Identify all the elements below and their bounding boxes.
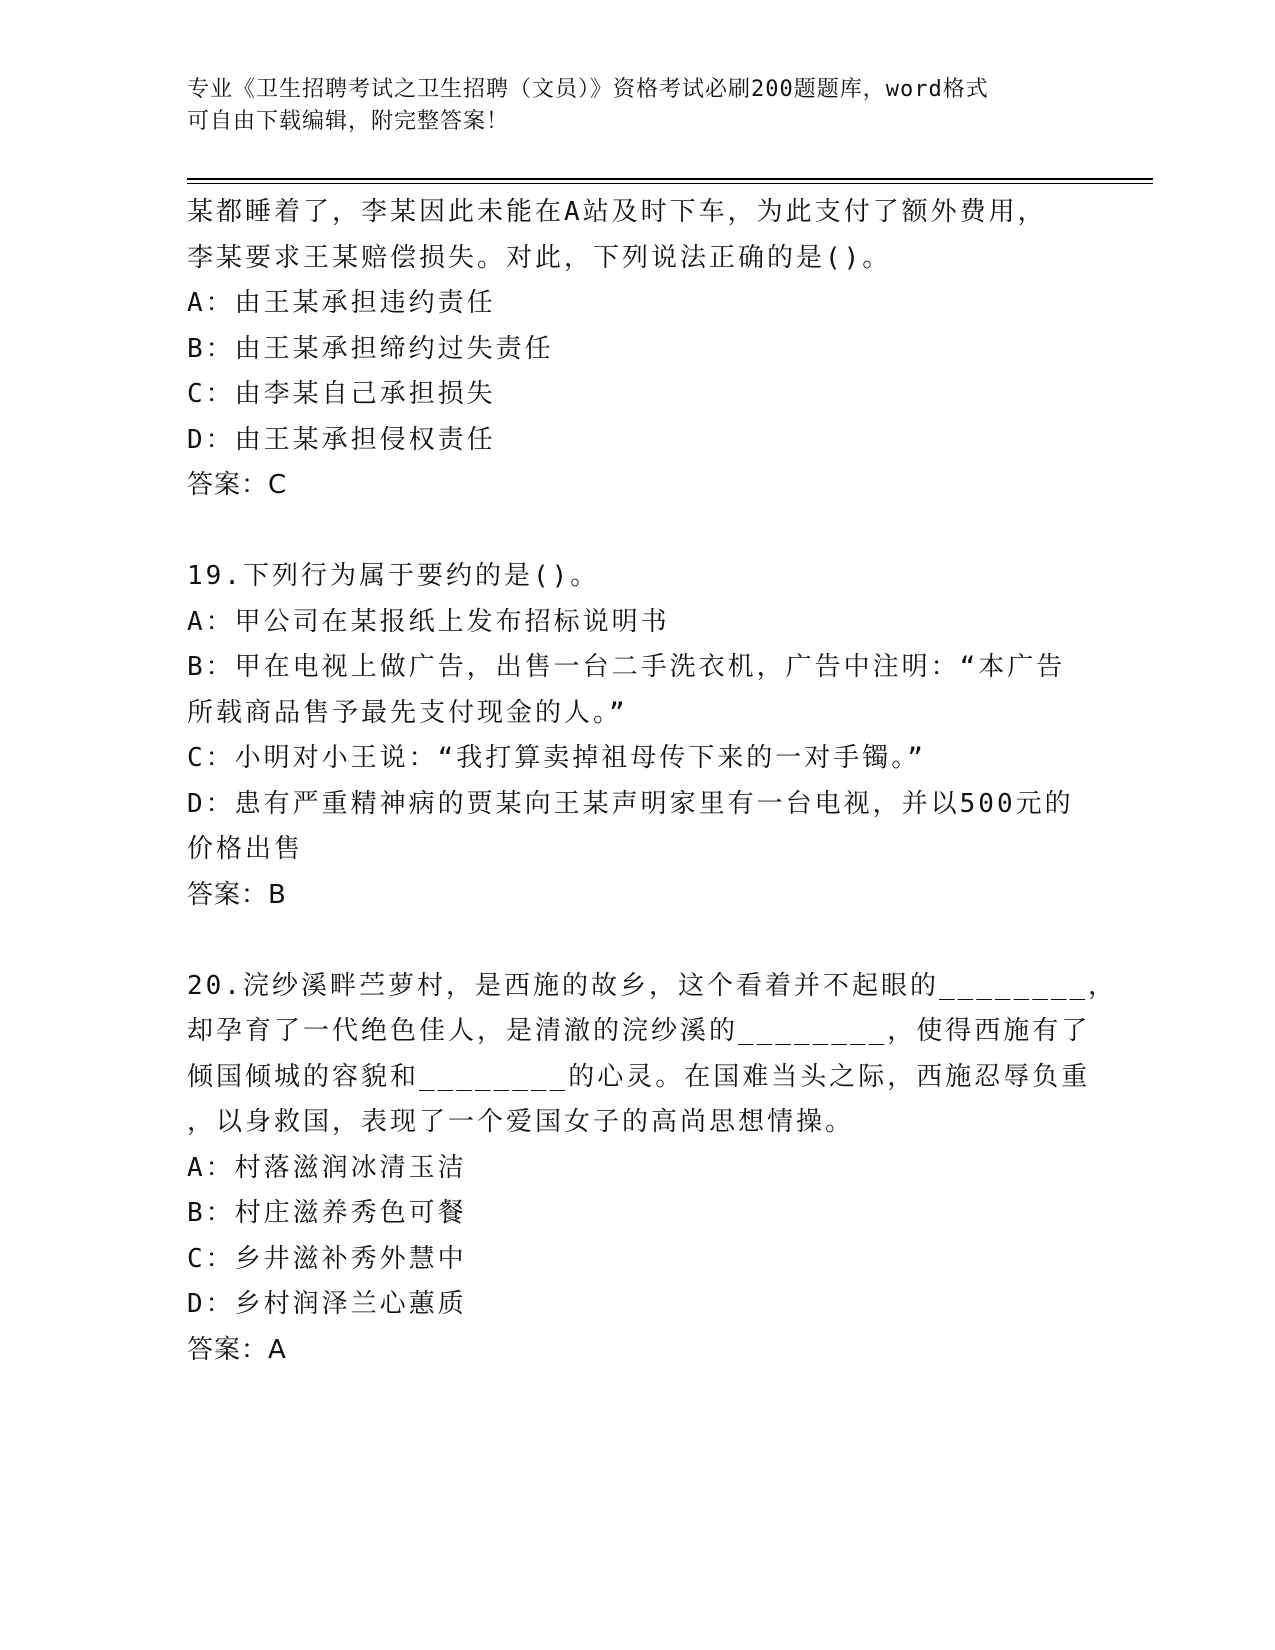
q18-answer: 答案：C (187, 470, 288, 500)
q20-option-b: B：村庄滋养秀色可餐 (187, 1198, 467, 1228)
question-19 (187, 554, 1087, 918)
header-line-2: 可自由下载编辑，附完整答案！ (187, 109, 510, 134)
q19-option-d-line-2: 价格出售 (187, 834, 304, 864)
page-header (187, 74, 1087, 138)
q19-option-d-line-1: D：患有严重精神病的贾某向王某声明家里有一台电视，并以500元的 (187, 788, 1074, 819)
q18-option-d: D：由王某承担侵权责任 (187, 424, 496, 455)
spacer (187, 509, 1087, 555)
document-body (187, 190, 1118, 1373)
header-line-1: 专业《卫生招聘考试之卫生招聘（文员）》资格考试必刷200题题库，word格式 (187, 77, 989, 102)
question-20 (187, 964, 1118, 1374)
q20-answer: 答案：A (187, 1334, 287, 1365)
q18-option-b: B：由王某承担缔约过失责任 (187, 333, 554, 364)
q20-stem-line-2: 却孕育了一代绝色佳人，是清澈的浣纱溪的________，使得西施有了 (187, 1016, 1091, 1046)
q18-text-1: 某都睡着了，李某因此未能在A站及时下车，为此支付了额外费用， (187, 197, 1047, 227)
q18-option-c: C：由李某自己承担损失 (187, 379, 496, 409)
header-rule-thin (187, 183, 1153, 184)
q19-option-b-line-1: B：甲在电视上做广告，出售一台二手洗衣机，广告中注明：“本广告 (187, 652, 1066, 682)
q18-text-2: 李某要求王某赔偿损失。对此，下列说法正确的是()。 (187, 242, 892, 273)
q19-option-a: A：甲公司在某报纸上发布招标说明书 (187, 606, 670, 637)
q19-option-c: C：小明对小王说：“我打算卖掉祖母传下来的一对手镯。” (187, 743, 926, 773)
q20-stem-line-3: 倾国倾城的容貌和________的心灵。在国难当头之际，西施忍辱负重 (187, 1061, 1091, 1092)
question-18 (187, 190, 1087, 509)
q20-option-c: C：乡井滋补秀外慧中 (187, 1243, 467, 1274)
q19-stem: 19.下列行为属于要约的是()。 (187, 561, 600, 591)
q18-option-a: A：由王某承担违约责任 (187, 288, 496, 318)
q19-option-b-line-2: 所载商品售予最先支付现金的人。” (187, 697, 628, 728)
q20-option-d: D：乡村润泽兰心蕙质 (187, 1289, 467, 1319)
q20-stem-line-4: ，以身救国，表现了一个爱国女子的高尚思想情操。 (187, 1107, 855, 1137)
q19-answer: 答案：B (187, 879, 287, 910)
q20-stem-line-1: 20.浣纱溪畔苎萝村，是西施的故乡，这个看着并不起眼的________， (187, 970, 1118, 1001)
q20-option-a: A：村落滋润冰清玉洁 (187, 1152, 467, 1183)
spacer (187, 918, 1087, 964)
header-rule-thick (187, 178, 1153, 180)
